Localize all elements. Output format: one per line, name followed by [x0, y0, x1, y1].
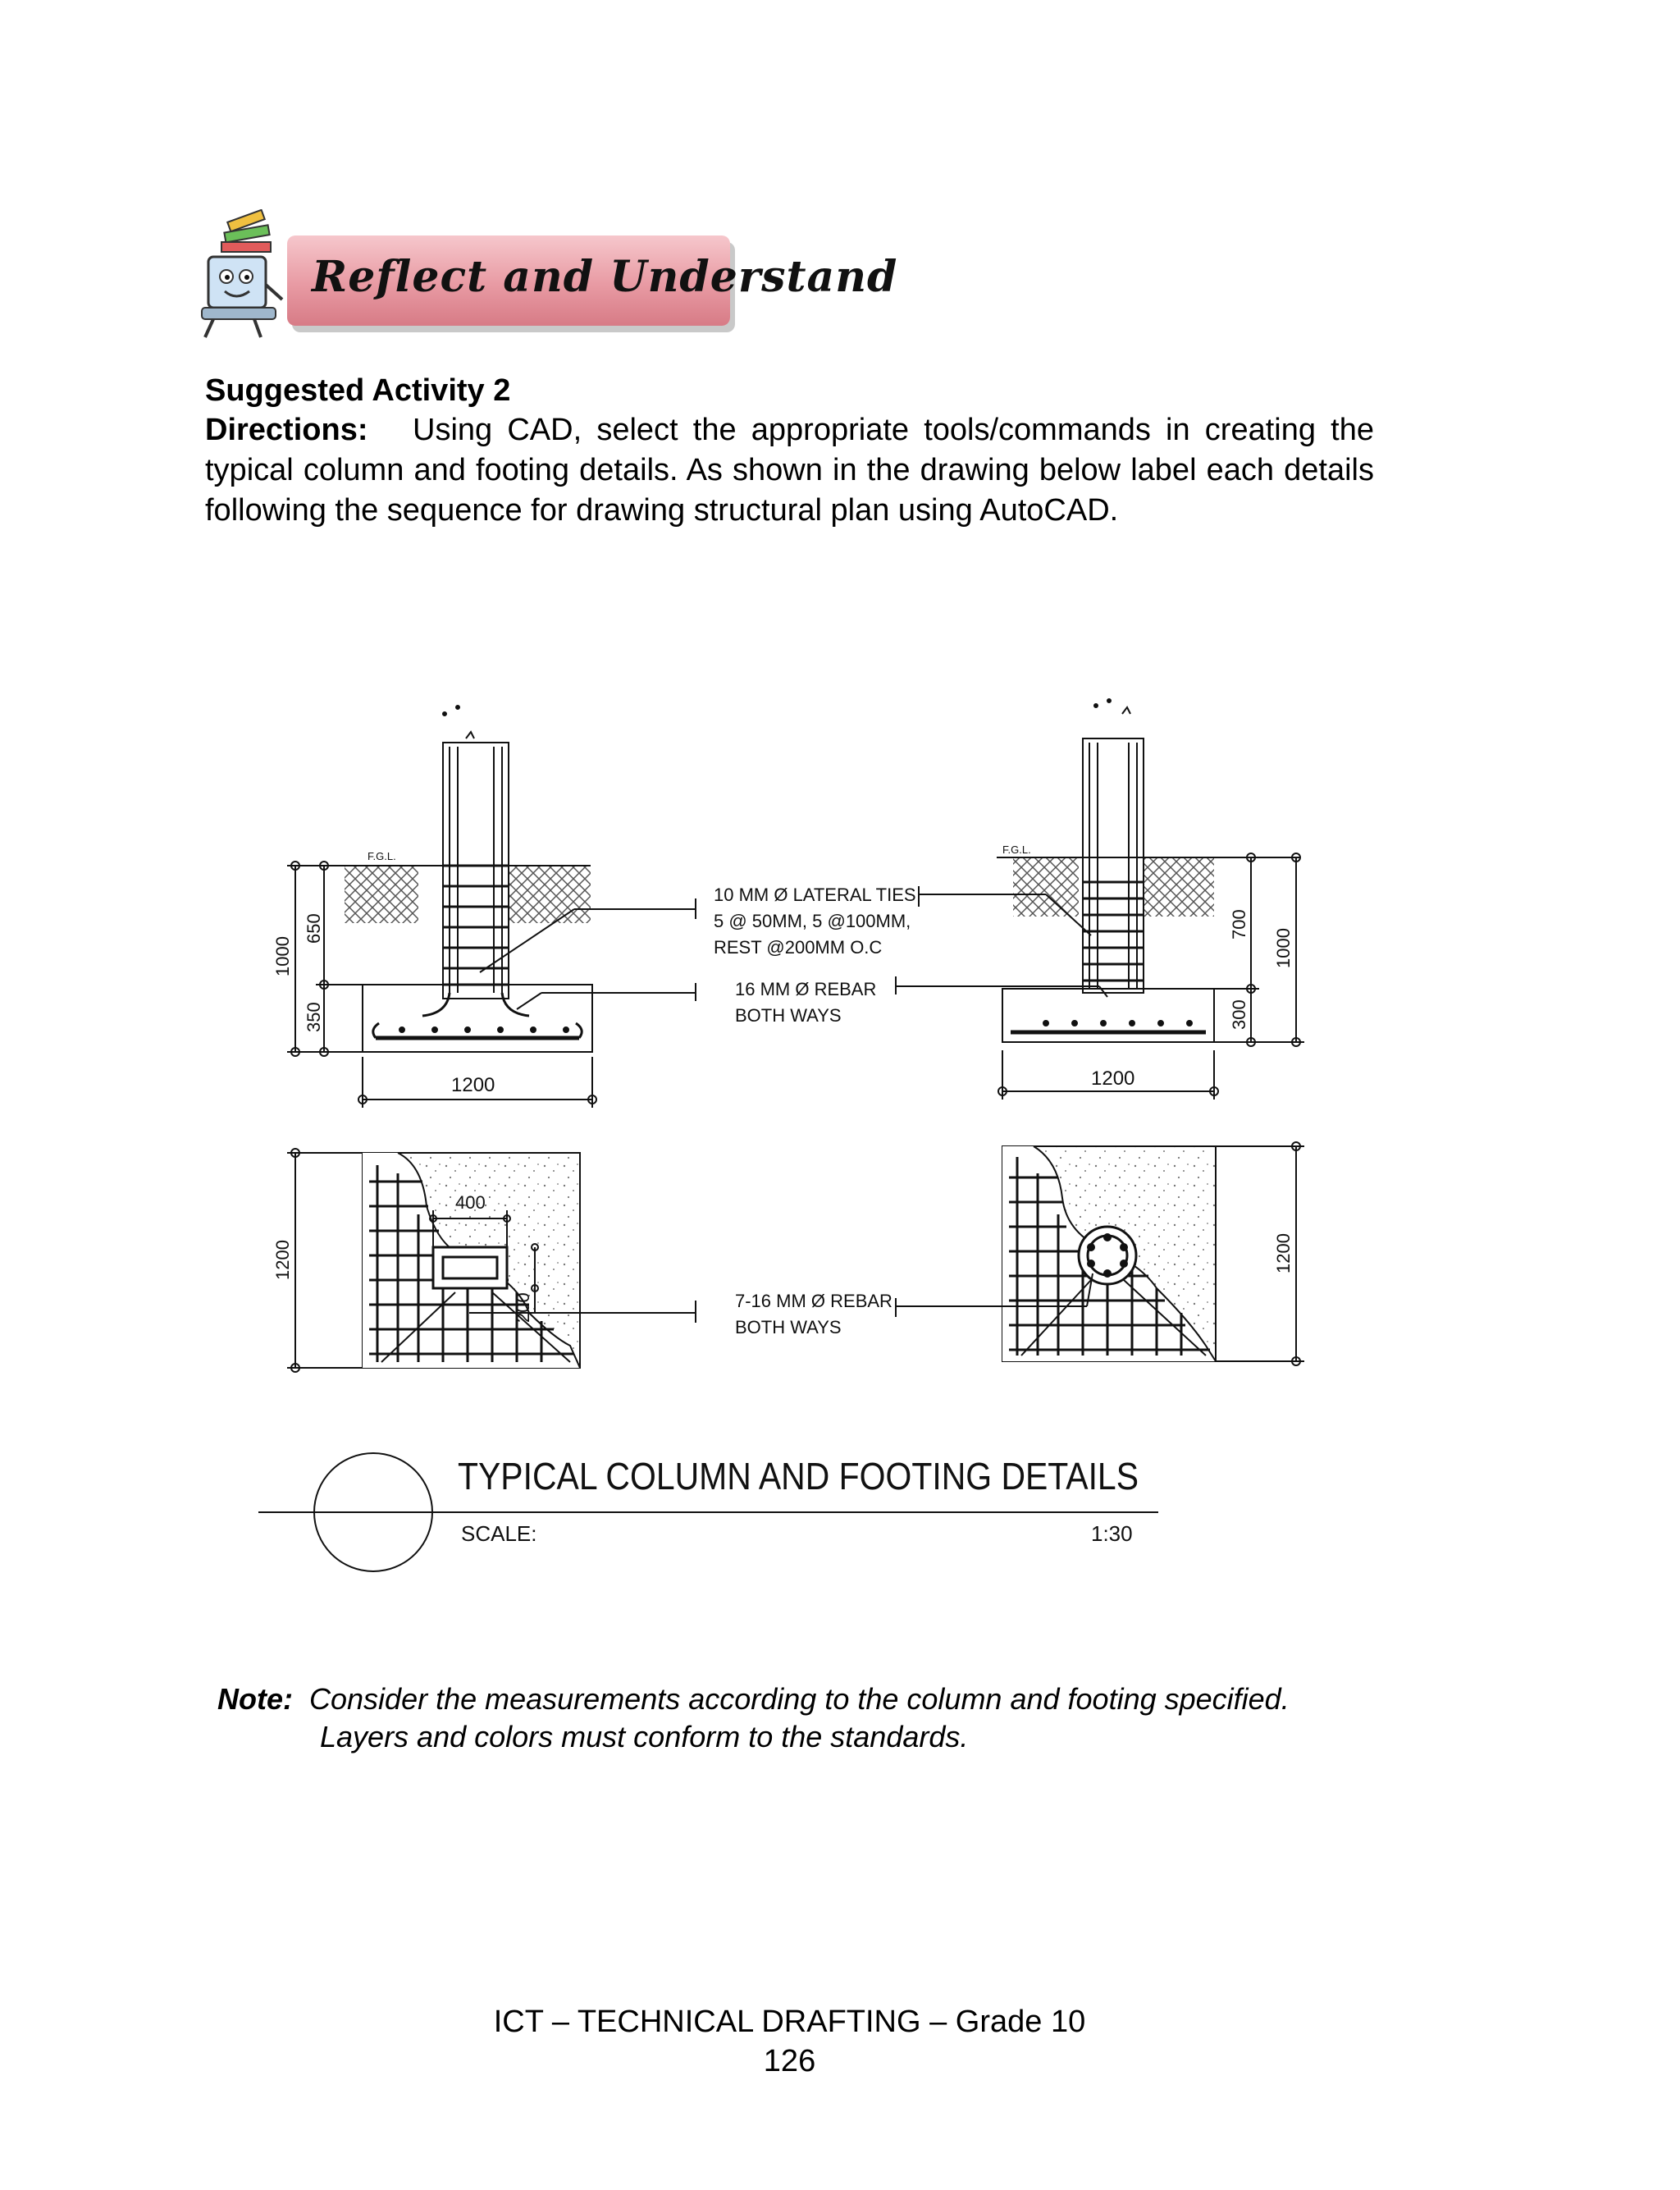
note-line2: Layers and colors must conform to the standards. [320, 1720, 969, 1753]
scale-value: 1:30 [1091, 1521, 1133, 1546]
right-elevation [997, 699, 1304, 1100]
dim-right-width: 1200 [1091, 1068, 1135, 1090]
callout-ties-line1: 10 MM Ø LATERAL TIES [714, 885, 916, 905]
activity-title: Suggested Activity 2 [205, 373, 511, 408]
dim-col-width: 400 [455, 1192, 486, 1213]
callout-rebar-line2: BOTH WAYS [735, 1005, 842, 1026]
banner-title: Reflect and Understand [312, 252, 898, 302]
dim-left-width: 1200 [451, 1074, 495, 1096]
footer-course: ICT – TECHNICAL DRAFTING – Grade 10 [493, 2005, 1086, 2039]
dim-col-depth: 200 [513, 1292, 533, 1323]
callout-ties-line2: 5 @ 50MM, 5 @100MM, [714, 911, 911, 931]
dim-left-total: 1000 [272, 936, 293, 976]
right-plan [1002, 1142, 1304, 1365]
page-footer [0, 2002, 1579, 2081]
note-label: Note: [217, 1682, 293, 1716]
callout-rebar-line1: 16 MM Ø REBAR [735, 979, 877, 999]
column-footing-drawing [246, 689, 1345, 1600]
drawing-title: TYPICAL COLUMN AND FOOTING DETAILS [458, 1455, 1139, 1497]
laptop-books-mascot-icon [197, 209, 304, 341]
directions-label: Directions: [205, 413, 368, 447]
callout-col-rebar-line2: BOTH WAYS [735, 1317, 842, 1337]
directions-paragraph [205, 410, 1374, 531]
dim-right-plan-height: 1200 [1273, 1233, 1294, 1273]
scale-label: SCALE: [461, 1521, 537, 1546]
dim-right-upper: 700 [1229, 909, 1249, 940]
page-number: 126 [763, 2044, 816, 2078]
dim-left-upper: 650 [304, 913, 324, 944]
note-line1: Consider the measurements according to the column and footing specified. [309, 1682, 1290, 1716]
directions-text: Using CAD, select the appropriate tools/commands in creating the typical column and footing details. As shown in the drawing below label each details following the sequence for drawing structural plan using AutoCAD. [205, 413, 1374, 528]
dim-left-plan-height: 1200 [272, 1240, 293, 1280]
dim-right-lower: 300 [1229, 999, 1249, 1030]
callout-col-rebar-line1: 7-16 MM Ø REBAR [735, 1291, 892, 1311]
left-plan [287, 1149, 580, 1372]
callout-ties-line3: REST @200MM O.C [714, 937, 883, 958]
note-block [217, 1680, 1290, 1756]
dim-left-lower: 350 [304, 1002, 324, 1032]
left-elevation [287, 706, 596, 1108]
dim-right-total: 1000 [1273, 928, 1294, 968]
reflect-and-understand-banner [197, 209, 898, 341]
fgl-label-left: F.G.L. [368, 850, 396, 862]
fgl-label-right: F.G.L. [1002, 844, 1031, 856]
